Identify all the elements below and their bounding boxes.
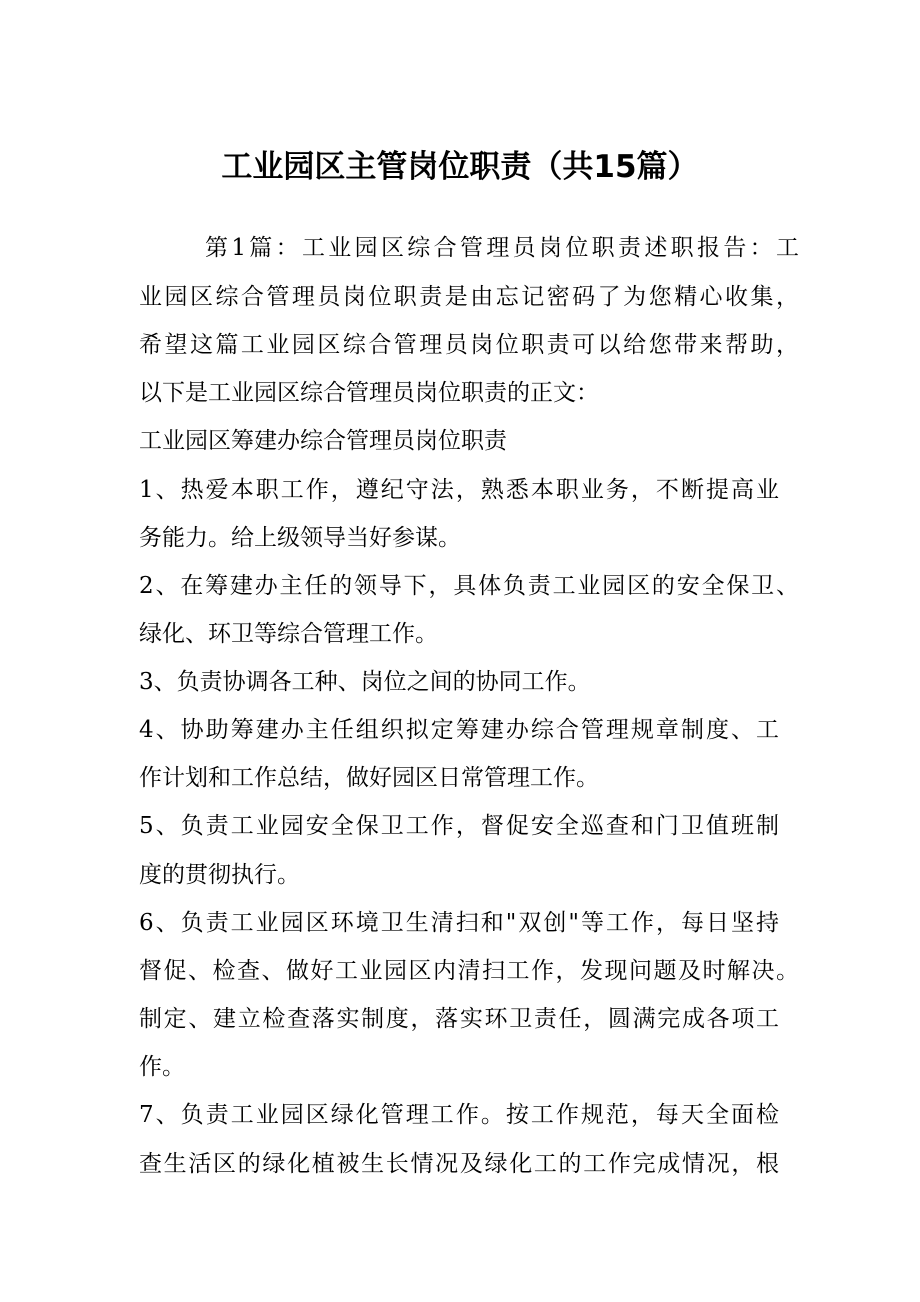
paragraph-line: 4、协助筹建办主任组织拟定筹建办综合管理规章制度、工 (139, 717, 779, 743)
paragraph-line: 绿化、环卫等综合管理工作。 (139, 621, 438, 647)
paragraph-line: 6、负责工业园区环境卫生清扫和"双创"等工作，每日坚持 (139, 910, 779, 936)
document-title: 工业园区主管岗位职责（共15篇） (221, 149, 699, 185)
paragraph-line: 作。 (139, 1054, 185, 1080)
paragraph-line: 1、热爱本职工作，遵纪守法，熟悉本职业务，不断提高业 (139, 477, 779, 503)
paragraph-line: 希望这篇工业园区综合管理员岗位职责可以给您带来帮助， (139, 332, 799, 358)
paragraph-line: 作计划和工作总结，做好园区日常管理工作。 (139, 765, 599, 791)
paragraph-line: 度的贯彻执行。 (139, 862, 300, 888)
paragraph-line: 业园区综合管理员岗位职责是由忘记密码了为您精心收集， (139, 284, 799, 310)
paragraph-line: 3、负责协调各工种、岗位之间的协同工作。 (139, 669, 591, 695)
paragraph-line: 务能力。给上级领导当好参谋。 (139, 525, 461, 551)
paragraph-line: 督促、检查、做好工业园区内清扫工作，发现问题及时解决。 (139, 958, 799, 984)
paragraph-line: 7、负责工业园区绿化管理工作。按工作规范，每天全面检 (139, 1102, 779, 1128)
paragraph-line: 2、在筹建办主任的领导下，具体负责工业园区的安全保卫、 (139, 573, 799, 599)
paragraph-line: 查生活区的绿化植被生长情况及绿化工的工作完成情况，根 (139, 1151, 779, 1177)
paragraph-line: 5、负责工业园安全保卫工作，督促安全巡查和门卫值班制 (139, 813, 779, 839)
paragraph-line: 以下是工业园区综合管理员岗位职责的正文： (139, 380, 599, 406)
paragraph-line: 工业园区筹建办综合管理员岗位职责 (139, 428, 507, 454)
paragraph-line: 第1篇：工业园区综合管理员岗位职责述职报告：工 (205, 235, 799, 261)
paragraph-line: 制定、建立检查落实制度，落实环卫责任，圆满完成各项工 (139, 1006, 779, 1032)
